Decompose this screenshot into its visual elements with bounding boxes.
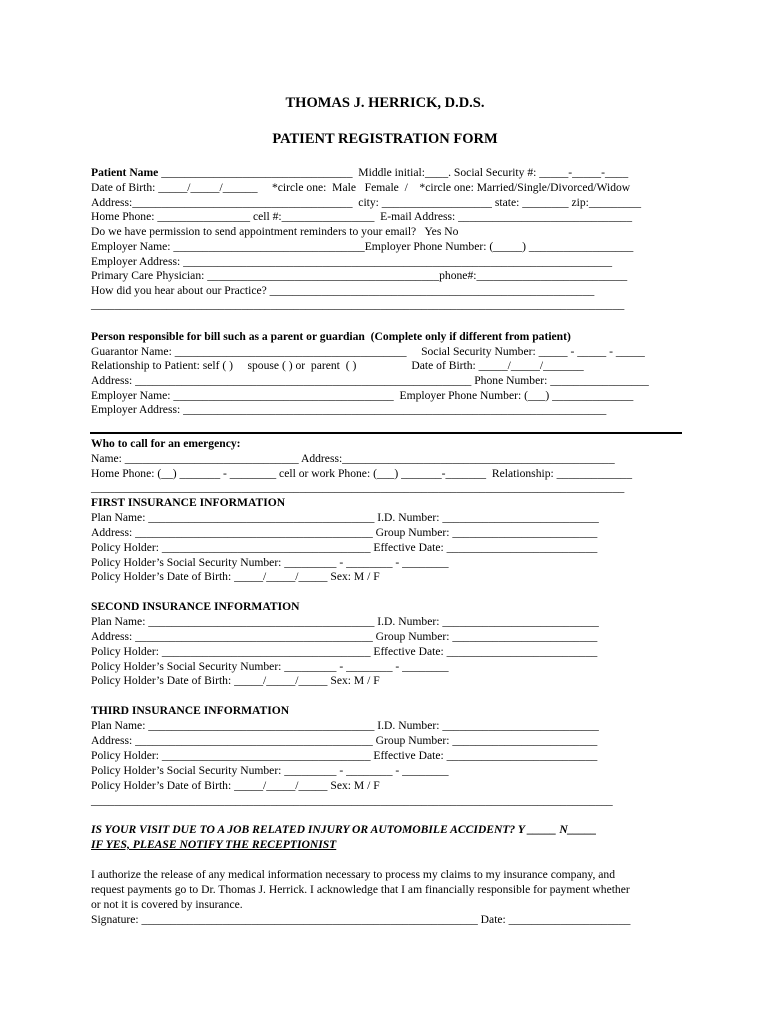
guarantor-heading: Person responsible for bill such as a parent or guardian (Complete only if different from patient)	[91, 330, 571, 343]
receptionist-notice: IF YES, PLEASE NOTIFY THE RECEPTIONIST	[91, 838, 337, 851]
second-address-line[interactable]: Address: _________________________________________ Group Number: _________________________	[91, 630, 598, 643]
guarantor-employer-line[interactable]: Employer Name: ______________________________________ Employer Phone Number: (___) ______________	[91, 389, 634, 402]
section-divider	[90, 432, 682, 434]
third-blank-line[interactable]: __________________________________________________________________________________________	[91, 794, 613, 807]
second-dob-line[interactable]: Policy Holder’s Date of Birth: _____/_____/_____ Sex: M / F	[91, 674, 380, 687]
employer-name-line[interactable]: Employer Name: _________________________________Employer Phone Number: (_____) __________________	[91, 240, 634, 253]
first-address-line[interactable]: Address: _________________________________________ Group Number: _________________________	[91, 526, 598, 539]
guarantor-address-line[interactable]: Address: __________________________________________________________ Phone Number: _________________	[91, 374, 649, 387]
form-title: PATIENT REGISTRATION FORM	[272, 131, 498, 147]
first-dob-line[interactable]: Policy Holder’s Date of Birth: _____/_____/_____ Sex: M / F	[91, 570, 380, 583]
emergency-blank-line[interactable]: ____________________________________________________________________________________________	[91, 481, 625, 494]
first-insurance-heading: FIRST INSURANCE INFORMATION	[91, 496, 286, 509]
third-policy-holder-line[interactable]: Policy Holder: ____________________________________ Effective Date: __________________________	[91, 749, 598, 762]
authorization-text-1: I authorize the release of any medical information necessary to process my claims to my insurance company, and	[91, 868, 615, 881]
third-insurance-heading: THIRD INSURANCE INFORMATION	[91, 704, 290, 717]
third-plan-line[interactable]: Plan Name: _______________________________________ I.D. Number: ___________________________	[91, 719, 599, 732]
first-ssn-line[interactable]: Policy Holder’s Social Security Number: _________ - ________ - ________	[91, 556, 449, 569]
physician-line[interactable]: Primary Care Physician: ________________________________________phone#:__________________________	[91, 269, 628, 282]
blank-line[interactable]: ____________________________________________________________________________________________	[91, 298, 625, 311]
patient-name-line[interactable]	[91, 166, 628, 180]
guarantor-relationship-line[interactable]: Relationship to Patient: self ( ) spouse ( ) or parent ( ) Date of Birth: _____/_____/_______	[91, 359, 584, 372]
signature-line[interactable]: Signature: __________________________________________________________ Date: _____________________	[91, 913, 631, 926]
second-policy-holder-line[interactable]: Policy Holder: ____________________________________ Effective Date: __________________________	[91, 645, 598, 658]
guarantor-name-line[interactable]: Guarantor Name: ________________________________________ Social Security Number: _____ - _____ - _____	[91, 345, 645, 358]
emergency-heading: Who to call for an emergency:	[91, 437, 241, 450]
second-insurance-heading: SECOND INSURANCE INFORMATION	[91, 600, 300, 613]
guarantor-employer-address-line[interactable]: Employer Address: _________________________________________________________________________	[91, 403, 607, 416]
emergency-name-line[interactable]: Name: ______________________________ Address:_______________________________________________	[91, 452, 615, 465]
second-ssn-line[interactable]: Policy Holder’s Social Security Number: _________ - ________ - ________	[91, 660, 449, 673]
third-dob-line[interactable]: Policy Holder’s Date of Birth: _____/_____/_____ Sex: M / F	[91, 779, 380, 792]
accident-question[interactable]: IS YOUR VISIT DUE TO A JOB RELATED INJURY OR AUTOMOBILE ACCIDENT? Y _____ N_____	[91, 823, 597, 836]
patient-name-line-rest: _________________________________ Middle initial:____. Social Security #: _____-_____-____	[158, 166, 629, 179]
second-plan-line[interactable]: Plan Name: _______________________________________ I.D. Number: ___________________________	[91, 615, 599, 628]
third-address-line[interactable]: Address: _________________________________________ Group Number: _________________________	[91, 734, 598, 747]
patient-name-label: Patient Name	[91, 166, 159, 179]
third-ssn-line[interactable]: Policy Holder’s Social Security Number: _________ - ________ - ________	[91, 764, 449, 777]
authorization-text-3: or not it is covered by insurance.	[91, 898, 243, 911]
authorization-text-2: request payments go to Dr. Thomas J. Herrick. I acknowledge that I am financially responsible for payment whether	[91, 883, 630, 896]
employer-address-line[interactable]: Employer Address: __________________________________________________________________________	[91, 255, 613, 268]
practice-name: THOMAS J. HERRICK, D.D.S.	[285, 95, 485, 111]
phone-email-line[interactable]: Home Phone: ________________ cell #:________________ E-mail Address: ______________________________	[91, 210, 633, 223]
first-plan-line[interactable]: Plan Name: _______________________________________ I.D. Number: ___________________________	[91, 511, 599, 524]
dob-gender-marital-line[interactable]: Date of Birth: _____/_____/______ *circle one: Male Female / *circle one: Married/Single/Divorced/Widow	[91, 181, 631, 194]
address-line[interactable]: Address:______________________________________ city: ___________________ state: ________ zip:_________	[91, 196, 642, 209]
referral-source-line[interactable]: How did you hear about our Practice? ________________________________________________________	[91, 284, 595, 297]
emergency-phone-line[interactable]: Home Phone: (__) _______ - ________ cell or work Phone: (___) _______-_______ Relationship: _____________	[91, 467, 632, 480]
email-permission-line[interactable]: Do we have permission to send appointment reminders to your email? Yes No	[91, 225, 459, 238]
first-policy-holder-line[interactable]: Policy Holder: ____________________________________ Effective Date: __________________________	[91, 541, 598, 554]
